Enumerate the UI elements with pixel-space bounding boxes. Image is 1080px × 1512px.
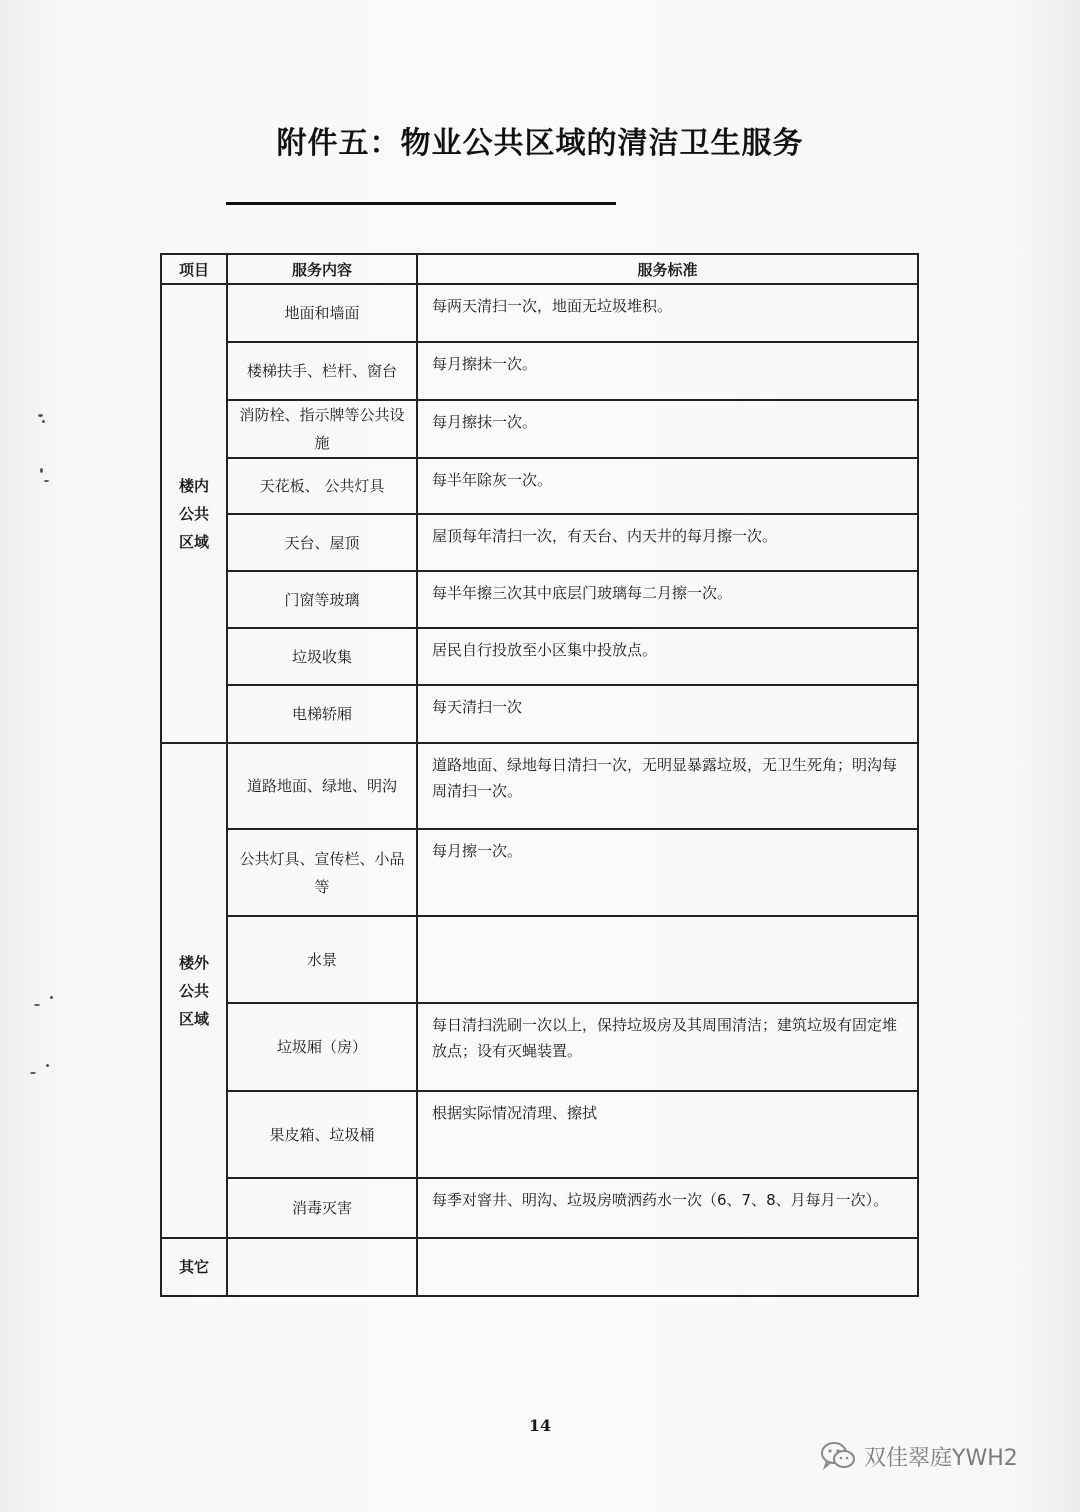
service-standard: 每半年除灰一次。 (417, 458, 918, 514)
wechat-icon (820, 1440, 856, 1472)
table-row (161, 284, 918, 342)
service-standard: 每月擦抹一次。 (417, 400, 918, 458)
scan-speck (42, 420, 45, 423)
service-content: 消毒灭害 (227, 1178, 417, 1238)
service-content: 电梯轿厢 (227, 685, 417, 743)
service-standard (417, 1238, 918, 1296)
service-content: 地面和墙面 (227, 284, 417, 342)
service-content: 楼梯扶手、栏杆、窗台 (227, 342, 417, 400)
table-row (161, 685, 918, 743)
service-standard: 每半年擦三次其中底层门玻璃每二月擦一次。 (417, 571, 918, 628)
service-content: 垃圾厢（房） (227, 1003, 417, 1091)
service-standard: 每天清扫一次 (417, 685, 918, 743)
service-standard (417, 916, 918, 1003)
table-row (161, 514, 918, 571)
service-standard: 每月擦抹一次。 (417, 342, 918, 400)
watermark (820, 1438, 1018, 1474)
service-standard: 每两天清扫一次，地面无垃圾堆积。 (417, 284, 918, 342)
header-content: 服务内容 (227, 254, 417, 284)
table-row (161, 342, 918, 400)
service-standard: 屋顶每年清扫一次，有天台、内天井的每月擦一次。 (417, 514, 918, 571)
group-label-outdoor: 楼外公共区域 (161, 743, 227, 1238)
service-content: 天台、屋顶 (227, 514, 417, 571)
scan-speck (46, 1064, 49, 1067)
service-standard: 每季对窨井、明沟、垃圾房喷洒药水一次（6、7、8、月每月一次）。 (417, 1178, 918, 1238)
service-content: 门窗等玻璃 (227, 571, 417, 628)
table-row (161, 1091, 918, 1178)
scan-speck (34, 1004, 40, 1006)
table-row (161, 1003, 918, 1091)
watermark-text: 双佳翠庭YWH2 (864, 1445, 1018, 1471)
service-content: 垃圾收集 (227, 628, 417, 685)
service-content: 水景 (227, 916, 417, 1003)
document-title: 附件五：物业公共区域的清洁卫生服务 (276, 126, 804, 161)
table-row (161, 458, 918, 514)
table-row (161, 829, 918, 916)
title-underline (226, 202, 616, 205)
service-standard: 每日清扫洗刷一次以上，保持垃圾房及其周围清洁；建筑垃圾有固定堆放点；设有灭蝇装置。 (417, 1003, 918, 1091)
service-standard: 根据实际情况清理、擦拭 (417, 1091, 918, 1178)
service-content: 公共灯具、宣传栏、小品等 (227, 829, 417, 916)
header-item: 项目 (161, 254, 227, 284)
table-row (161, 916, 918, 1003)
table-row (161, 571, 918, 628)
service-content: 道路地面、绿地、明沟 (227, 743, 417, 829)
service-content: 消防栓、指示牌等公共设施 (227, 400, 417, 458)
service-standard: 居民自行投放至小区集中投放点。 (417, 628, 918, 685)
scan-speck (50, 996, 53, 999)
table-header-row (161, 254, 918, 284)
service-content: 天花板、 公共灯具 (227, 458, 417, 514)
group-label-other: 其它 (161, 1238, 227, 1296)
service-table (160, 253, 919, 1297)
service-content (227, 1238, 417, 1296)
service-standard: 每月擦一次。 (417, 829, 918, 916)
scan-speck (44, 480, 49, 482)
scan-speck (38, 414, 43, 417)
header-standard: 服务标准 (417, 254, 918, 284)
table-row (161, 1178, 918, 1238)
scan-speck (40, 468, 43, 473)
scan-speck (30, 1072, 36, 1074)
table-row (161, 400, 918, 458)
group-label-indoor: 楼内公共区域 (161, 284, 227, 743)
service-standard: 道路地面、绿地每日清扫一次，无明显暴露垃圾，无卫生死角；明沟每周清扫一次。 (417, 743, 918, 829)
table-row (161, 628, 918, 685)
table-row (161, 1238, 918, 1296)
page-number: 14 (528, 1416, 552, 1435)
table-row (161, 743, 918, 829)
service-content: 果皮箱、垃圾桶 (227, 1091, 417, 1178)
